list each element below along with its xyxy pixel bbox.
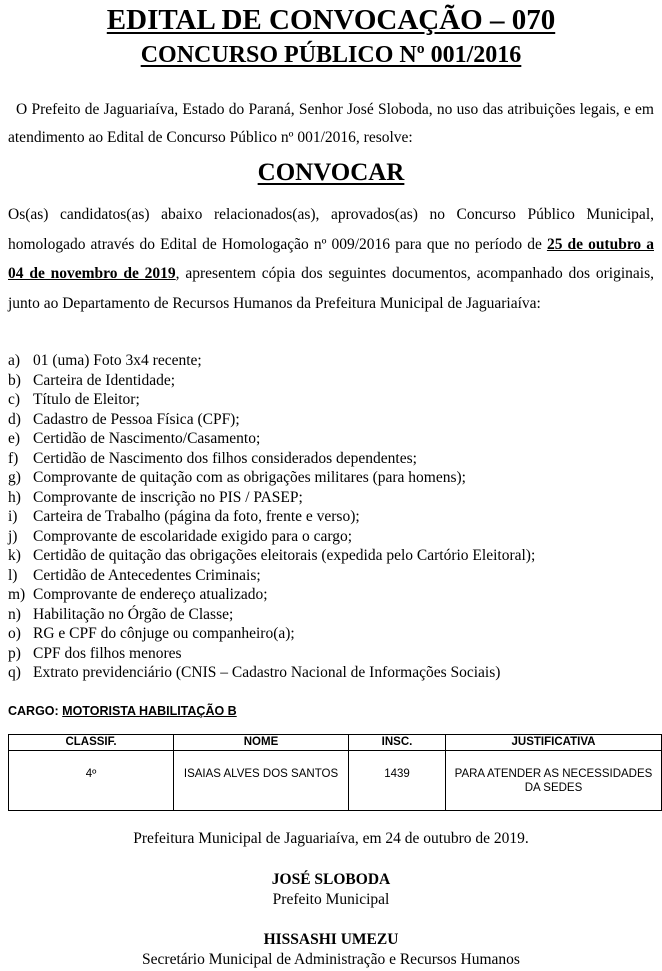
list-item: m) Comprovante de endereço atualizado; (8, 586, 268, 603)
list-item: i) Carteira de Trabalho (página da foto, frente e verso); (8, 508, 360, 525)
header-classif: CLASSIF. (9, 735, 174, 751)
table-row (9, 751, 662, 811)
intro-paragraph: O Prefeito de Jaguariaíva, Estado do Paraná, Senhor José Sloboda, no uso das atribuições legais, e em atendimento ao Edital de Concurso Público nº 001/2016, resolve: (8, 101, 654, 146)
list-item: o) RG e CPF do cônjuge ou companheiro(a); (8, 625, 295, 642)
cell-insc: 1439 (349, 751, 446, 811)
cargo-value: MOTORISTA HABILITAÇÃO B (62, 704, 237, 718)
document-title: EDITAL DE CONVOCAÇÃO – 070 (106, 4, 556, 36)
cell-justificativa: PARA ATENDER AS NECESSIDADES DA SEDES (446, 751, 662, 811)
document-subtitle: CONCURSO PÚBLICO Nº 001/2016 (140, 42, 522, 68)
list-item: b) Carteira de Identidade; (8, 371, 176, 389)
list-item: k) Certidão de quitação das obrigações eleitorais (expedida pelo Cartório Eleitoral); (8, 547, 536, 564)
documents-list (8, 351, 535, 683)
header-justificativa: JUSTIFICATIVA (446, 735, 662, 751)
list-item: a) 01 (uma) Foto 3x4 recente; (8, 352, 202, 369)
signatory-role: Prefeito Municipal (272, 891, 390, 908)
body-period: 25 de outubro a 04 de novembro de 2019 (8, 235, 654, 282)
place-date: Prefeitura Municipal de Jaguariaíva, em 24 de outubro de 2019. (133, 830, 529, 847)
table-header-row (9, 735, 662, 751)
cell-classif: 4º (9, 751, 174, 811)
cargo-label: CARGO: (8, 704, 63, 718)
body-text-part1: Os(as) candidatos(as) abaixo relacionados(as), aprovados(as) no Concurso Público Municipal, homologado através do Edital de Homologação nº 009/2016 para que no período de (8, 206, 654, 253)
signatory-role: Secretário Municipal de Administração e Recursos Humanos (142, 951, 520, 968)
list-item: d) Cadastro de Pessoa Física (CPF); (8, 410, 240, 428)
list-item: p) CPF dos filhos menores (8, 644, 182, 662)
list-item: j) Comprovante de escolaridade exigido para o cargo; (8, 527, 353, 545)
list-item: c) Título de Eleitor; (8, 391, 140, 408)
cargo-line (8, 703, 237, 719)
body-text-part2: , apresentem cópia dos seguintes documentos, acompanhado dos originais, junto ao Departamento de Recursos Humanos da Prefeitura Municipal de Jaguariaíva: (8, 265, 654, 312)
list-item: e) Certidão de Nascimento/Casamento; (8, 430, 261, 447)
header-insc: INSC. (349, 735, 446, 751)
signature-block (0, 870, 662, 910)
list-item: f) Certidão de Nascimento dos filhos considerados dependentes; (8, 449, 417, 467)
cell-nome: ISAIAS ALVES DOS SANTOS (174, 751, 349, 811)
body-paragraph (8, 200, 654, 318)
list-item: h) Comprovante de inscrição no PIS / PASEP; (8, 488, 303, 506)
signatory-name: HISSASHI UMEZU (263, 931, 399, 948)
list-item: q) Extrato previdenciário (CNIS – Cadastro Nacional de Informações Sociais) (8, 664, 501, 681)
results-table (8, 734, 662, 811)
action-heading: CONVOCAR (257, 159, 405, 186)
signatory-name: JOSÉ SLOBODA (271, 871, 391, 888)
signature-block (0, 930, 662, 970)
list-item: n) Habilitação no Órgão de Classe; (8, 605, 234, 623)
header-nome: NOME (174, 735, 349, 751)
list-item: g) Comprovante de quitação com as obrigações militares (para homens); (8, 469, 466, 486)
list-item: l) Certidão de Antecedentes Criminais; (8, 566, 261, 584)
